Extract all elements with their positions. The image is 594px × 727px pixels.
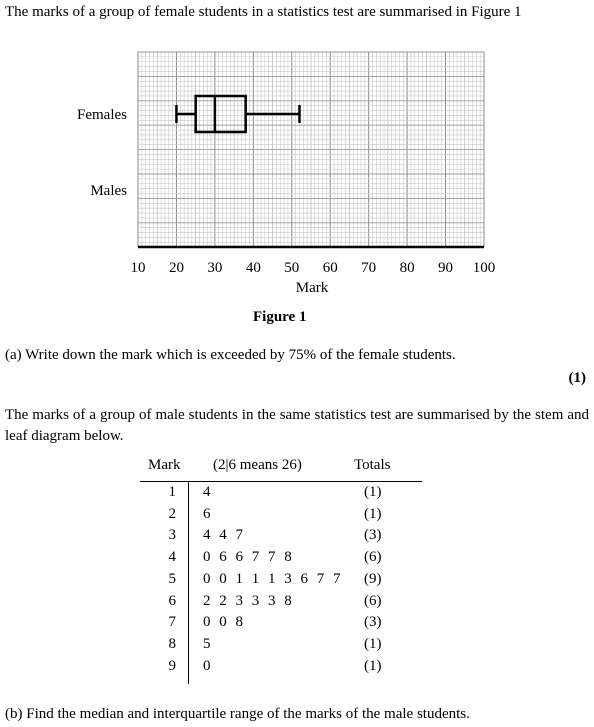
stem-value: 3 <box>168 527 176 544</box>
row-total: (1) <box>364 635 382 652</box>
row-total: (3) <box>364 614 382 631</box>
stem-leaf-row <box>140 658 430 680</box>
stem-value: 1 <box>168 484 176 500</box>
row-total: (1) <box>364 505 382 522</box>
x-axis-label: Mark <box>295 280 329 296</box>
x-tick-labels <box>131 260 496 276</box>
row-total: (9) <box>364 570 382 587</box>
stem-leaf-row <box>140 549 430 571</box>
stem-value: 9 <box>168 657 176 674</box>
category-label-males: Males <box>90 183 127 199</box>
x-tick-label: 100 <box>472 260 496 276</box>
leaf-values: 0 6 6 7 7 8 <box>203 549 295 566</box>
stem-leaf-row <box>140 614 430 636</box>
header-key: (2|6 means 26) <box>213 457 302 473</box>
x-tick-label: 60 <box>322 260 338 276</box>
leaf-values: 0 <box>203 657 213 674</box>
leaf-values: 6 <box>203 505 213 522</box>
stem-leaf-row <box>140 636 430 658</box>
leaf-values: 0 0 8 <box>203 614 246 631</box>
male-intro-text <box>5 405 589 447</box>
figure-caption: Figure 1 <box>253 309 307 325</box>
leaf-values: 2 2 3 3 3 8 <box>203 592 295 609</box>
stem-leaf-row <box>140 593 430 615</box>
stem-value: 4 <box>168 549 176 566</box>
x-tick-label: 90 <box>438 260 454 276</box>
row-total: (6) <box>364 592 382 609</box>
row-total: (6) <box>364 549 382 566</box>
row-total: (1) <box>364 484 382 500</box>
leaf-values: 4 4 7 <box>203 527 246 544</box>
x-tick-label: 80 <box>399 260 415 276</box>
leaf-values: 4 <box>203 484 213 500</box>
question-a-marks: (1) <box>568 370 586 386</box>
male-intro-line1: The marks of a group of male students in the same statistics test are summarised by the <box>5 407 532 423</box>
stem-value: 5 <box>168 570 176 587</box>
x-tick-label: 10 <box>130 260 146 276</box>
question-b: (b) Find the median and interquartile range of the marks of the male students. <box>5 706 470 722</box>
graph-paper-grid <box>138 52 484 247</box>
x-tick-label: 40 <box>245 260 261 276</box>
intro-text: The marks of a group of female students in a statistics test are summarised in Figure 1 <box>5 4 522 20</box>
row-total: (3) <box>364 527 382 544</box>
male-intro-line2: stem and leaf diagram below. <box>5 407 589 444</box>
box-plot-figure <box>0 0 594 300</box>
stem-leaf-row <box>140 527 430 549</box>
category-label-females: Females <box>77 107 127 123</box>
row-total: (1) <box>364 657 382 674</box>
stem-leaf-row <box>140 571 430 593</box>
x-tick-label: 20 <box>168 260 184 276</box>
question-a: (a) Write down the mark which is exceeded by 75% of the female students. <box>5 347 456 363</box>
stem-leaf-row <box>140 506 430 528</box>
leaf-values: 0 0 1 1 1 3 6 7 7 <box>203 570 343 587</box>
header-totals: Totals <box>354 457 391 473</box>
stem-value: 8 <box>168 635 176 652</box>
stem-value: 7 <box>168 614 176 631</box>
x-tick-label: 70 <box>361 260 377 276</box>
header-mark: Mark <box>148 457 181 473</box>
stem-value: 6 <box>168 592 176 609</box>
stem-value: 2 <box>168 505 176 522</box>
x-tick-label: 50 <box>284 260 300 276</box>
leaf-values: 5 <box>203 635 213 652</box>
x-tick-label: 30 <box>207 260 223 276</box>
stem-leaf-row <box>140 484 430 506</box>
